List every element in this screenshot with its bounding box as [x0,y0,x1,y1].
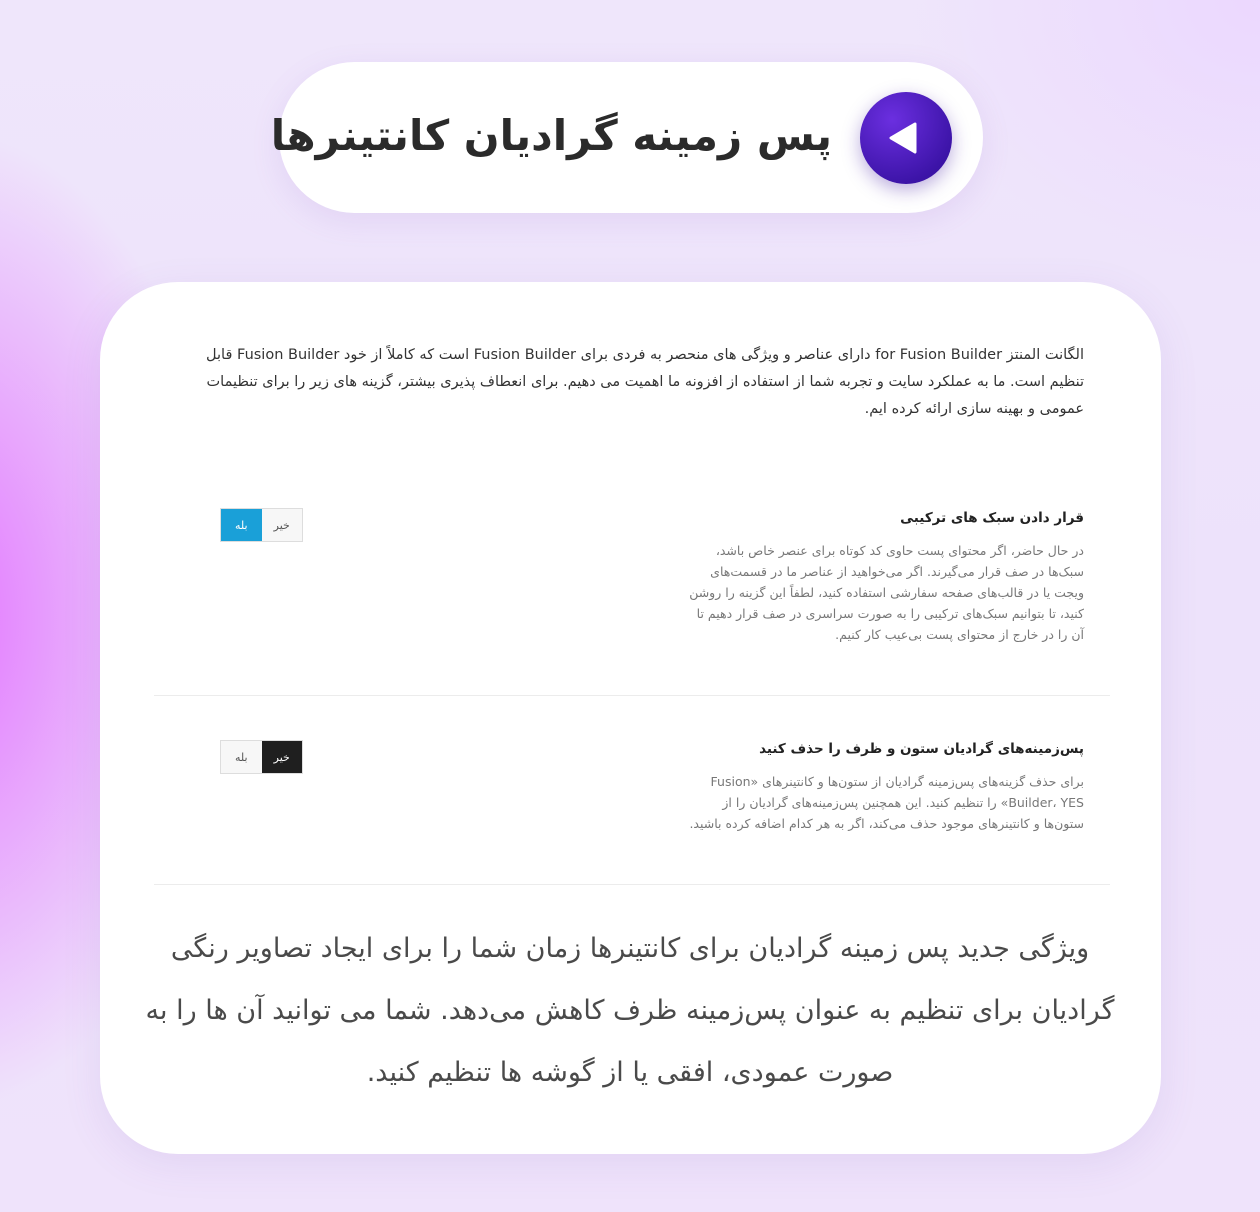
setting-description: در حال حاضر، اگر محتوای پست حاوی کد کوتاه برای عنصر خاص باشد، سبک‌ها در صف قرار می‌گیرند. اگر می‌خواهید از عناصر ما در قسمت‌های ویجت یا در قالب‌های صفحه سفارشی استفاده کنید، لطفاً این گزینه را روشن کنید، تا بتوانیم سبک‌های ترکیبی را به صورت سراسری در صف قرار دهیم تا آن را در خارج از محتوای پست بی‌عیب کار کنیم. [689,543,1084,642]
toggle-no-option[interactable]: خیر [262,741,303,773]
setting-title: پس‌زمینه‌های گرادیان ستون و ظرف را حذف کنید [759,741,1084,757]
setting-remove-gradients [684,741,1084,834]
toggle-yes-option[interactable]: بله [221,741,262,773]
divider [154,884,1110,885]
toggle-remove-gradients[interactable] [220,740,303,774]
divider [154,695,1110,696]
toggle-no-option[interactable]: خیر [262,509,303,541]
toggle-yes-option[interactable]: بله [221,509,262,541]
intro-paragraph: الگانت المنتز for Fusion Builder دارای عناصر و ویژگی های منحصر به فردی برای Fusion Builder است که کاملاً از خود Fusion Builder قابل تنظیم است. ما به عملکرد سایت و تجربه شما از استفاده از افزونه ما اهمیت می دهیم. برای انعطاف پذیری بیشتر، گزینه های زیر را برای تنظیمات عمومی و بهینه سازی ارائه کرده ایم. [206,347,1084,417]
page-title: پس زمینه گرادیان کانتینرها [270,111,832,160]
toggle-merge-styles[interactable] [220,508,303,542]
setting-title: قرار دادن سبک های ترکیبی [900,510,1084,526]
feature-description: ویژگی جدید پس زمینه گرادیان برای کانتینرها زمان شما را برای ایجاد تصاویر رنگی گرادیان برای تنظیم به عنوان پس‌زمینه ظرف کاهش می‌دهد. شما می توانید آن ها را به صورت عمودی، افقی یا از گوشه ها تنظیم کنید. [145,933,1115,1088]
play-button[interactable] [860,92,952,184]
play-triangle-left-icon [883,118,923,158]
setting-merge-styles [684,510,1084,645]
setting-description: برای حذف گزینه‌های پس‌زمینه گرادیان از ستون‌ها و کانتینرهای «Fusion Builder، YES» را تنظیم کنید. این همچنین پس‌زمینه‌های گرادیان را از ستون‌ها و کانتینرهای موجود حذف می‌کند، اگر به هر کدام اضافه کرده باشید. [689,774,1084,831]
